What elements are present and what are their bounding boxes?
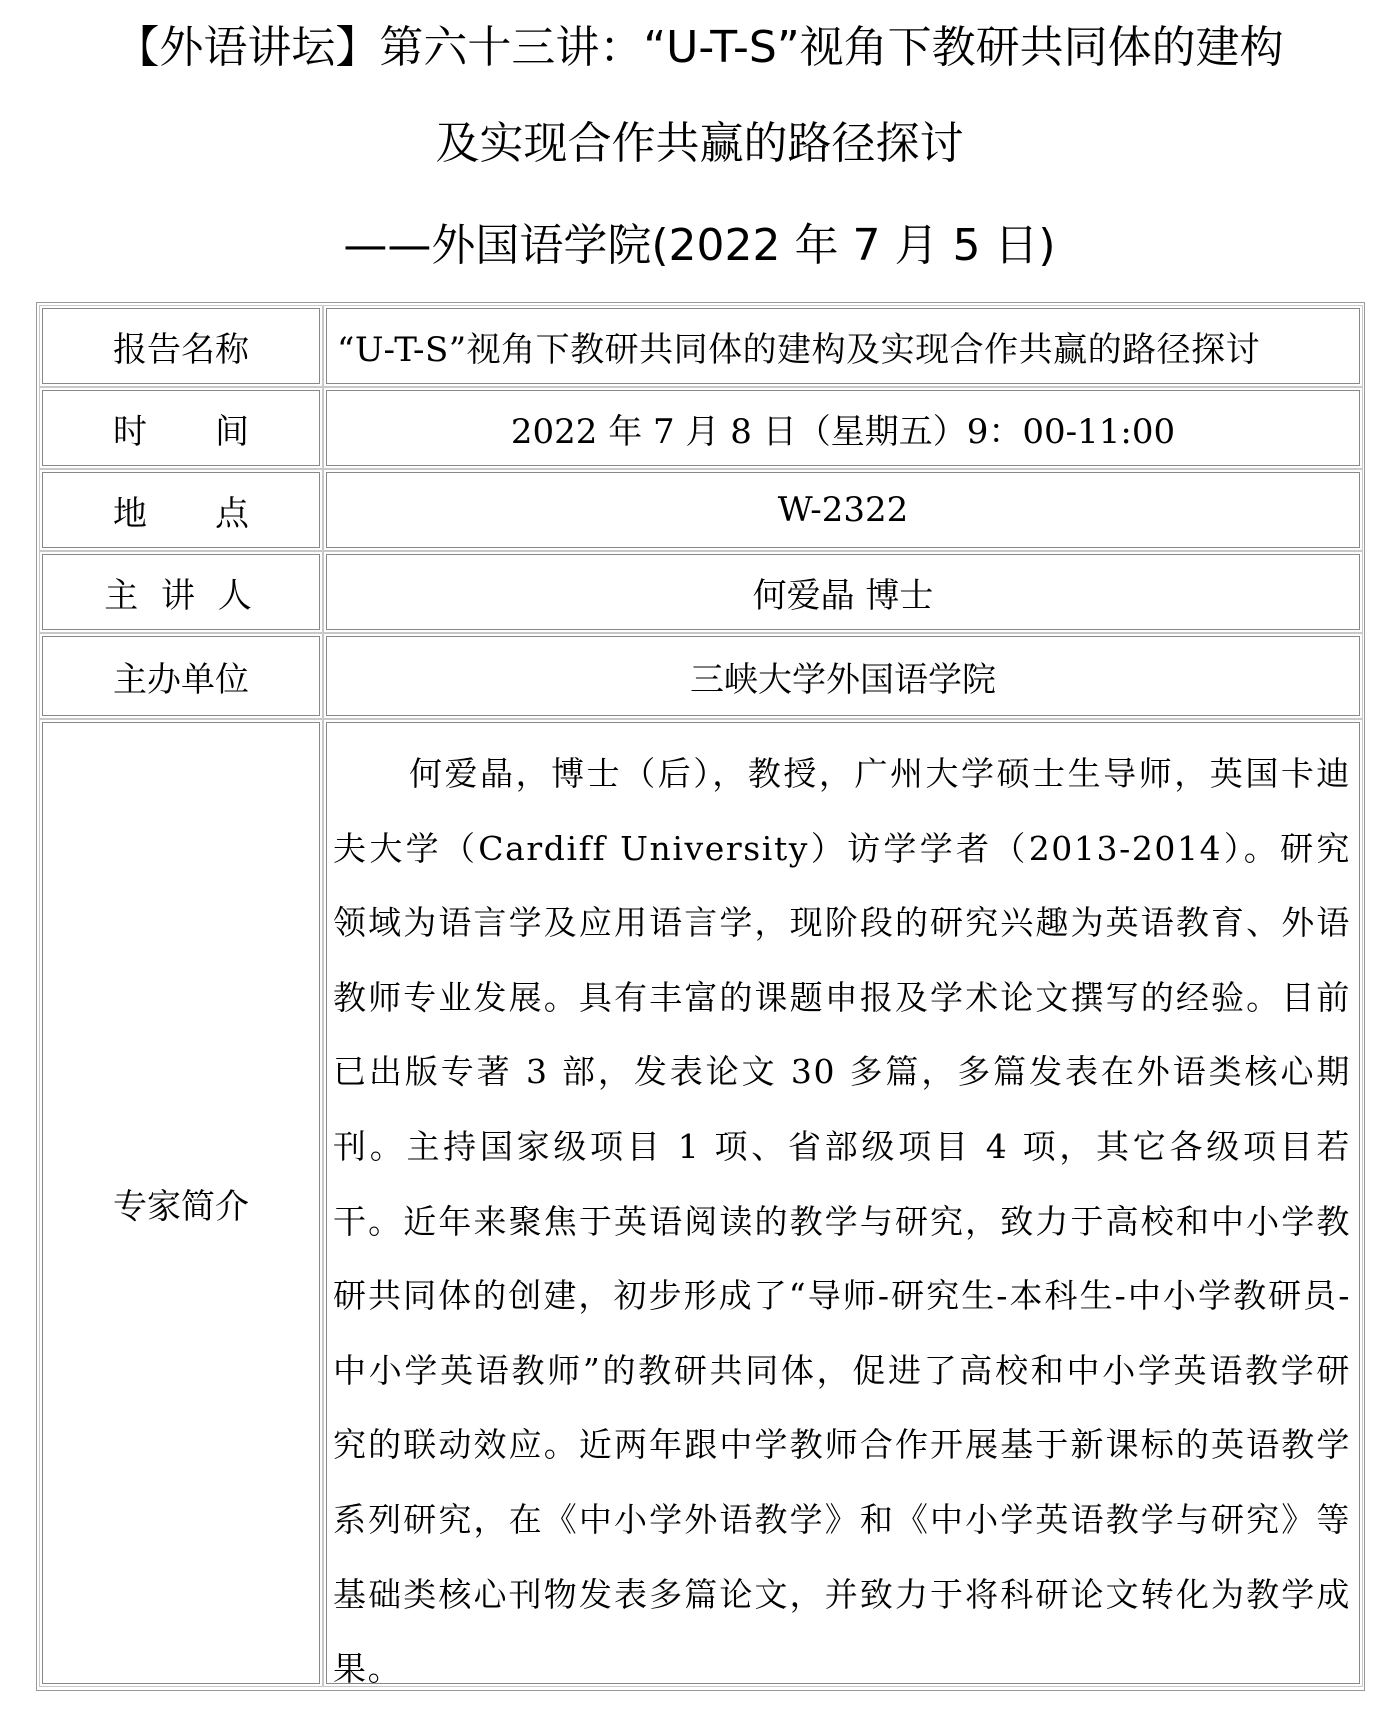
expert-bio-paragraph: 何爱晶，博士（后），教授，广州大学硕士生导师，英国卡迪夫大学（Cardiff University）访学学者（2013-2014）。研究领域为语言学及应用语言学，现阶段的研究兴趣为英语教育、外语教师专业发展。具有丰富的课题申报及学术论文撰写的经验。目前已出版专著 3 部，发表论文 30 多篇，多篇发表在外语类核心期刊。主持国家级项目 1 项、省部级项目 4 项，其它各级项目若干。近年来聚焦于英语阅读的教学与研究，致力于高校和中小学教研共同体的创建，初步形成了“导师-研究生-本科生-中小学教研员-中小学英语教师”的教研共同体，促进了高校和中小学英语教学研究的联动效应。近两年跟中学教师合作开展基于新课标的英语教学系列研究，在《中小学外语教学》和《中小学英语教学与研究》等基础类核心刊物发表多篇论文，并致力于将科研论文转化为教学成果。 — [333, 754, 1351, 1689]
row-label-text: 主办单位 — [113, 659, 249, 700]
row-value-location — [326, 472, 1360, 548]
row-label-report-name — [42, 308, 320, 384]
row-label-text: 地 点 — [113, 493, 249, 534]
row-value-speaker — [326, 554, 1360, 630]
row-label-text: 报告名称 — [113, 329, 249, 370]
page-title-line-2: 及实现合作共赢的路径探讨 — [435, 118, 964, 169]
row-label-text: 专家简介 — [113, 1186, 249, 1227]
page-title-line-1: 【外语讲坛】第六十三讲：“U-T-S”视角下教研共同体的建构 — [115, 22, 1284, 73]
row-value-text: 2022 年 7 月 8 日（星期五）9：00-11:00 — [510, 411, 1176, 452]
row-value-expert-bio — [326, 722, 1360, 1689]
row-value-text: 何爱晶 博士 — [752, 575, 934, 616]
page-subtitle: ——外国语学院(2022 年 7 月 5 日) — [343, 220, 1056, 271]
row-value-report-name — [326, 308, 1360, 384]
row-label-time — [42, 390, 320, 466]
row-label-location — [42, 472, 320, 548]
row-value-text: W-2322 — [777, 490, 909, 530]
row-label-organizer — [42, 636, 320, 716]
row-label-expert-bio — [42, 722, 320, 1684]
row-value-organizer — [326, 636, 1360, 716]
row-value-time — [326, 390, 1360, 466]
row-label-speaker — [42, 554, 320, 630]
row-value-text: 三峡大学外国语学院 — [690, 659, 996, 700]
row-label-text: 时 间 — [113, 411, 249, 452]
row-value-text: “U-T-S”视角下教研共同体的建构及实现合作共赢的路径探讨 — [337, 329, 1261, 370]
row-label-text: 主 讲 人 — [104, 575, 258, 616]
